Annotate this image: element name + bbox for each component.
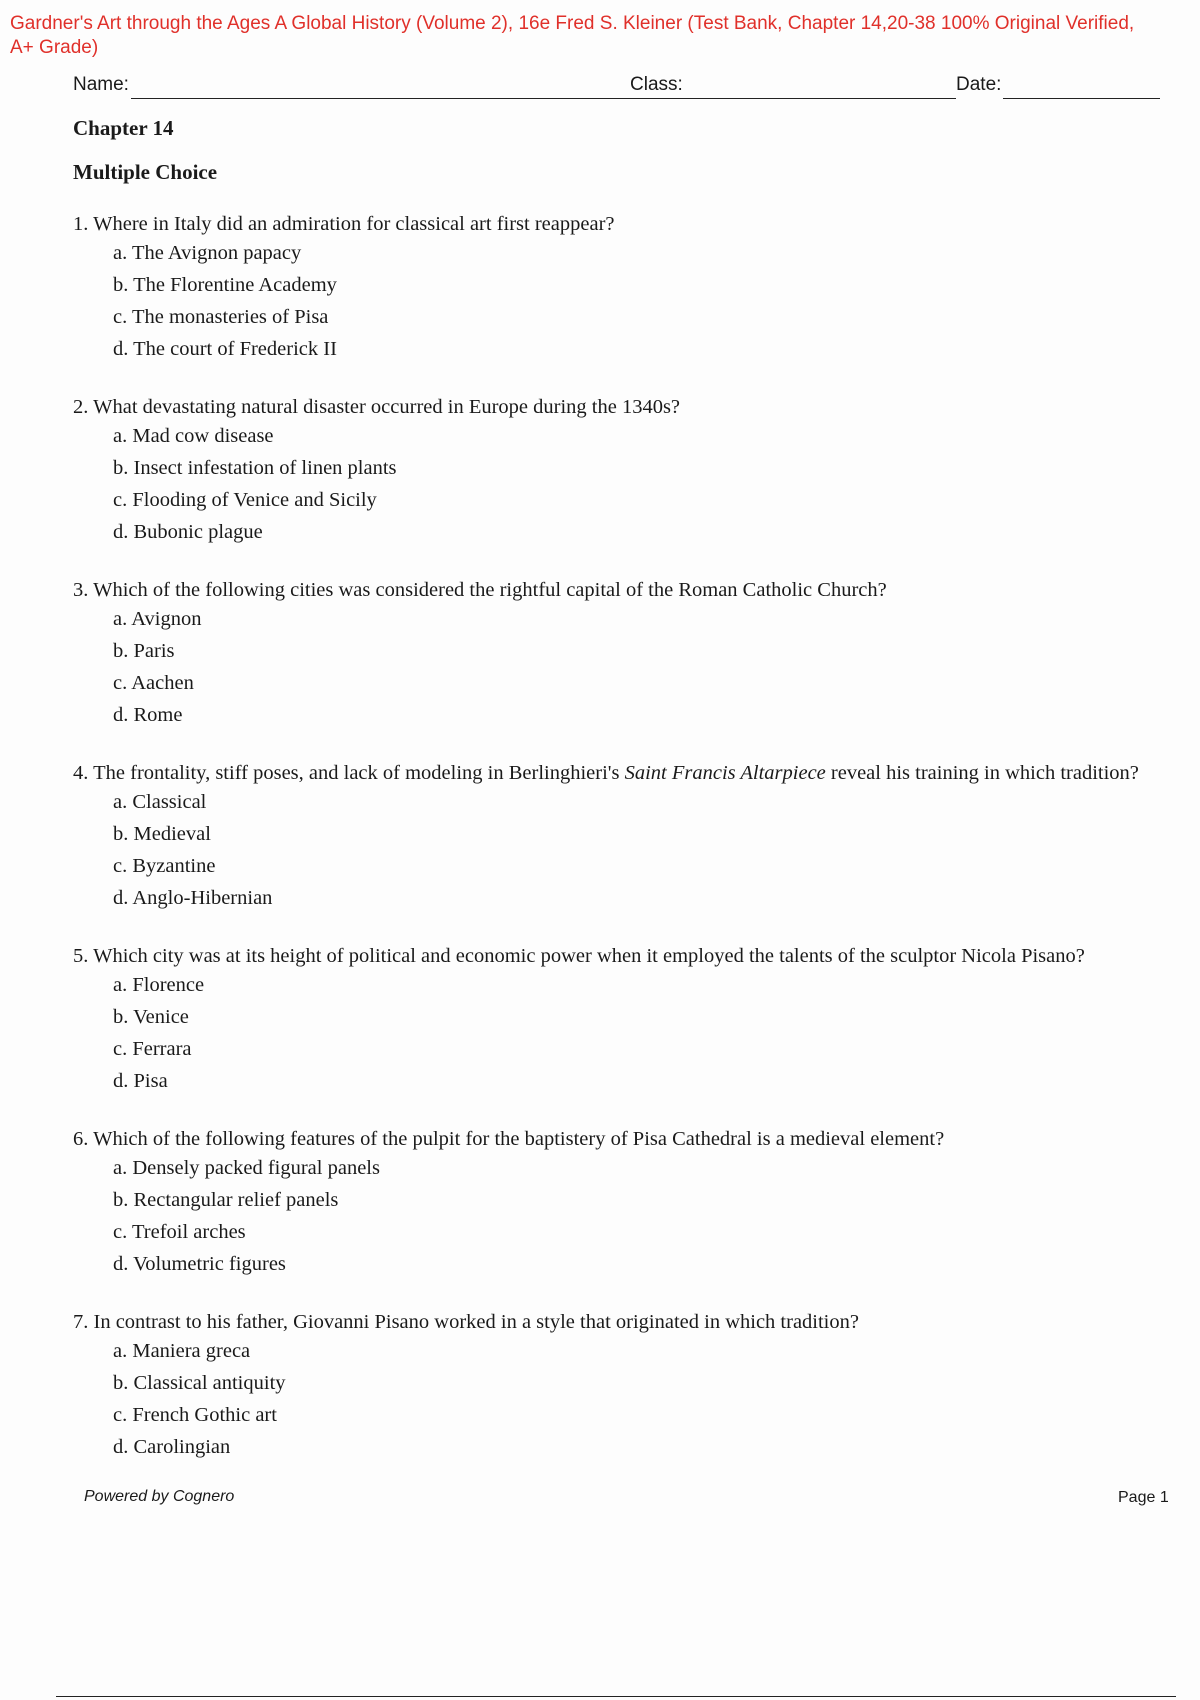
answer-option: c. French Gothic art <box>113 1404 277 1426</box>
class-label: Class: <box>630 74 683 95</box>
name-line[interactable] <box>131 98 668 99</box>
answer-option: b. Medieval <box>113 823 211 845</box>
question-stem <box>73 761 1148 786</box>
answer-option: d. Volumetric figures <box>113 1253 286 1275</box>
answer-option: d. Pisa <box>113 1070 168 1092</box>
student-info-fields <box>73 72 1163 102</box>
date-label: Date: <box>956 74 1002 95</box>
answer-option: b. Rectangular relief panels <box>113 1189 339 1211</box>
answer-option: c. Ferrara <box>113 1038 192 1060</box>
question-stem-part: 4. The frontality, stiff poses, and lack of modeling in Berlinghieri's <box>73 762 625 784</box>
answer-option: c. Aachen <box>113 672 194 694</box>
page-number: Page 1 <box>1118 1489 1169 1506</box>
answer-option: c. Trefoil arches <box>113 1221 246 1243</box>
question-stem: 1. Where in Italy did an admiration for classical art first reappear? <box>73 213 615 235</box>
bottom-divider <box>56 1696 1176 1697</box>
question-stem-part: reveal his training in which tradition? <box>825 762 1139 784</box>
question-stem: 3. Which of the following cities was considered the rightful capital of the Roman Catholic Church? <box>73 579 887 601</box>
question-list <box>73 212 1148 1493</box>
answer-option: b. Venice <box>113 1006 189 1028</box>
chapter-heading: Chapter 14 <box>73 116 174 140</box>
date-line[interactable] <box>1003 98 1160 99</box>
answer-option: d. The court of Frederick II <box>113 338 337 360</box>
answer-option: b. The Florentine Academy <box>113 274 337 296</box>
artwork-title: Saint Francis Altarpiece <box>624 762 826 784</box>
answer-option: a. Classical <box>113 791 207 813</box>
answer-option: c. Byzantine <box>113 855 216 877</box>
powered-by-label: Powered by Cognero <box>84 1488 235 1505</box>
answer-option: d. Bubonic plague <box>113 521 263 543</box>
question-7 <box>73 1310 1148 1467</box>
answer-option: b. Insect infestation of linen plants <box>113 457 397 479</box>
question-3 <box>73 578 1148 735</box>
question-2 <box>73 395 1148 552</box>
answer-option: a. The Avignon papacy <box>113 242 302 264</box>
answer-option: c. The monasteries of Pisa <box>113 306 329 328</box>
question-stem: 2. What devastating natural disaster occurred in Europe during the 1340s? <box>73 396 681 418</box>
answer-option: d. Carolingian <box>113 1436 231 1458</box>
section-heading: Multiple Choice <box>73 160 218 184</box>
question-5 <box>73 944 1148 1101</box>
answer-option: a. Florence <box>113 974 205 996</box>
question-stem: 7. In contrast to his father, Giovanni Pisano worked in a style that originated in which tradition? <box>73 1311 859 1333</box>
answer-option: a. Densely packed figural panels <box>113 1157 380 1179</box>
answer-option: d. Anglo-Hibernian <box>113 887 273 909</box>
answer-option: c. Flooding of Venice and Sicily <box>113 489 377 511</box>
question-4 <box>73 761 1148 918</box>
answer-option: b. Paris <box>113 640 175 662</box>
answer-option: d. Rome <box>113 704 183 726</box>
answer-option: a. Maniera greca <box>113 1340 251 1362</box>
question-1 <box>73 212 1148 369</box>
question-stem: 5. Which city was at its height of political and economic power when it employed the talents of the sculptor Nicola Pisano? <box>73 945 1085 967</box>
answer-option: a. Avignon <box>113 608 202 630</box>
document-title-banner: Gardner's Art through the Ages A Global History (Volume 2), 16e Fred S. Kleiner (Test Bank, Chapter 14,20-38 100% Original Verified, A+ Grade) <box>10 13 1135 58</box>
class-line[interactable] <box>661 98 956 99</box>
question-stem: 6. Which of the following features of the pulpit for the baptistery of Pisa Cathedral is a medieval element? <box>73 1128 945 1150</box>
answer-option: a. Mad cow disease <box>113 425 274 447</box>
answer-option: b. Classical antiquity <box>113 1372 286 1394</box>
question-6 <box>73 1127 1148 1284</box>
name-label: Name: <box>73 74 129 95</box>
